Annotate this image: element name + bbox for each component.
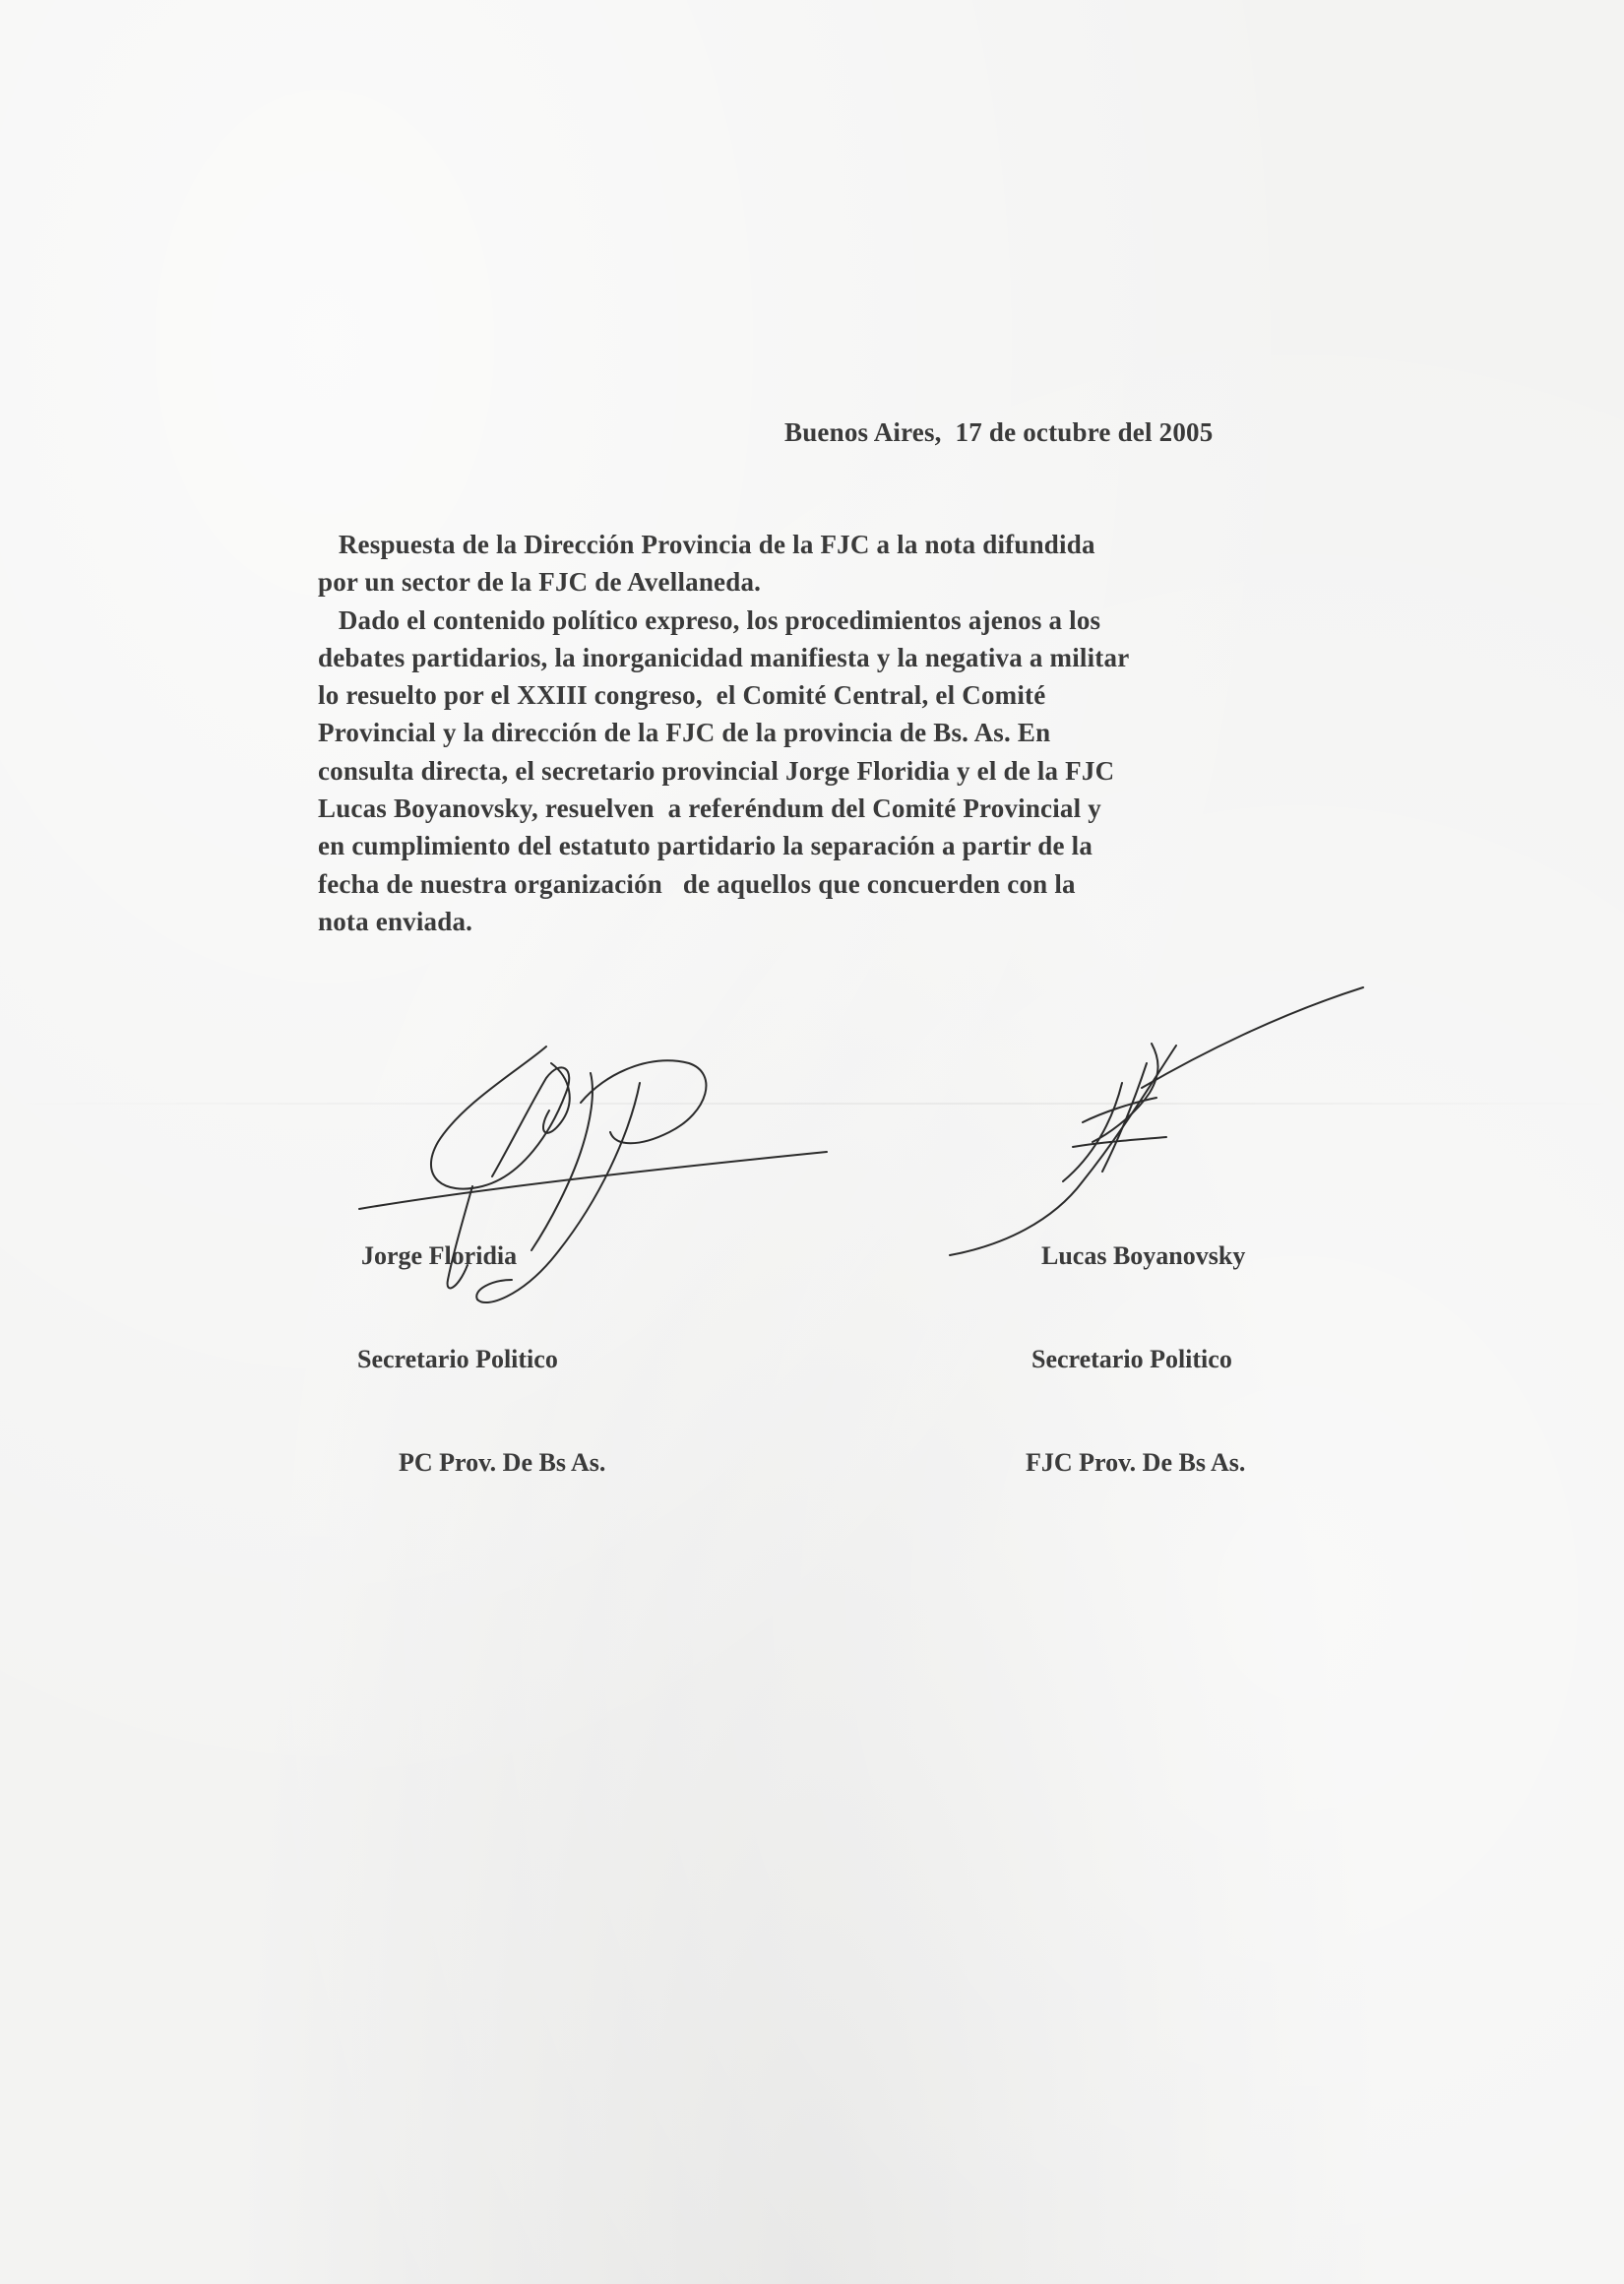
body-line: fecha de nuestra organización de aquellos que concuerden con la: [318, 868, 1076, 899]
body-line: Dado el contenido político expreso, los procedimientos ajenos a los: [318, 604, 1101, 635]
signatory-name: Jorge Floridia: [361, 1241, 518, 1270]
body-line: debates partidarios, la inorganicidad manifiesta y la negativa a militar: [318, 642, 1130, 672]
letter-body: [318, 526, 1322, 940]
signatory-org: FJC Prov. De Bs As.: [1026, 1448, 1246, 1477]
body-line: Respuesta de la Dirección Provincia de la FJC a la nota difundida: [318, 530, 1095, 559]
signatory-title: Secretario Politico: [1031, 1345, 1232, 1373]
signature-block-floridia: [357, 1170, 606, 1549]
body-line: consulta directa, el secretario provincial Jorge Floridia y el de la FJC: [318, 755, 1115, 786]
signatory-title: Secretario Politico: [357, 1345, 558, 1373]
signatory-org: PC Prov. De Bs As.: [399, 1448, 606, 1477]
body-line: por un sector de la FJC de Avellaneda.: [318, 567, 762, 598]
body-line: en cumplimiento del estatuto partidario la separación a partir de la: [318, 831, 1093, 861]
signatory-name: Lucas Boyanovsky: [1041, 1241, 1246, 1270]
body-line: Lucas Boyanovsky, resuelven a referéndum del Comité Provincial y: [318, 793, 1101, 824]
body-line: lo resuelto por el XXIII congreso, el Comité Central, el Comité: [318, 680, 1046, 711]
body-line: Provincial y la dirección de la FJC de la provincia de Bs. As. En: [318, 718, 1051, 748]
date-line: Buenos Aires, 17 de octubre del 2005: [784, 417, 1214, 447]
signature-block-boyanovsky: [1026, 1170, 1246, 1549]
body-line: nota enviada.: [318, 906, 473, 936]
paper-fold-line: [0, 1103, 1624, 1105]
